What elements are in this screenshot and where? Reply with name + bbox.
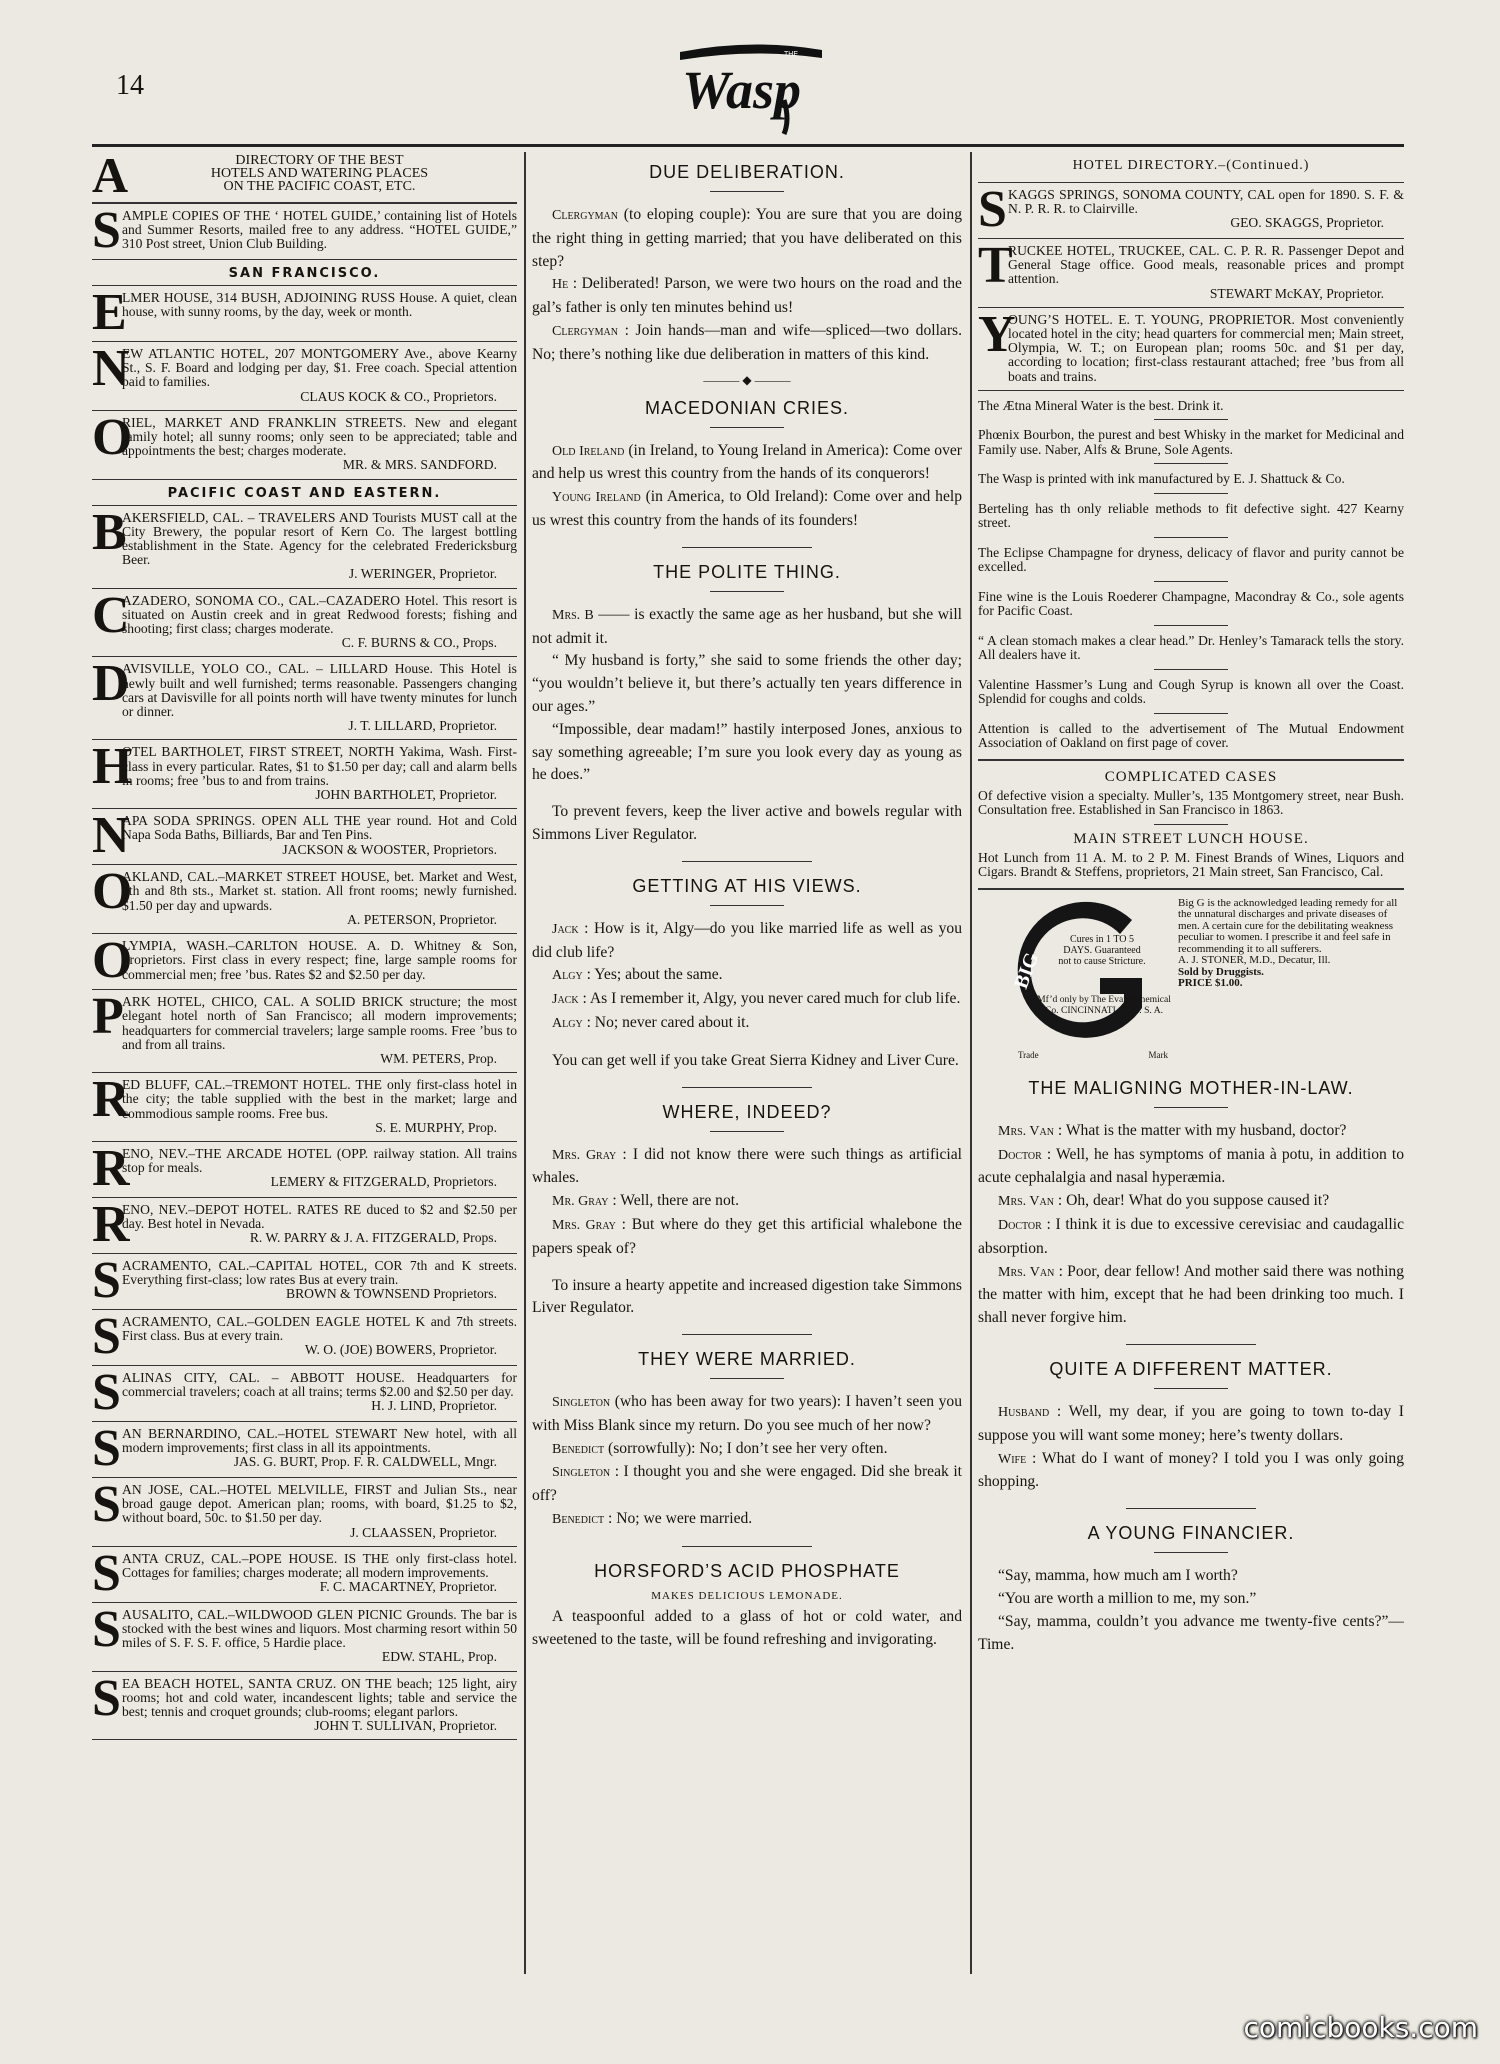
- dialog-line: [532, 1391, 962, 1438]
- listing-text: [122, 870, 517, 927]
- big-g-advert: BIG Cures in 1 TO 5 DAYS. Guaranteed not to cause Stricture. Mf’d only by The Evans Chemical Co. CINCINNATI, O. U. S. A. Big G is the acknowledged leading remedy for all the unnatural discharges and private diseases of men. A certain cure for the debilitating weakness peculiar to women. I prescribe it and feel safe in recommending it to all sufferers. A. J. STONER, M.D., Decatur, Ill. Sold by Druggists. PRICE $1.00. Trade Mark: [978, 898, 1404, 1068]
- dialog-text: (in America, to Old Ireland): Come over and help us wrest this country from the hands of its founders!: [532, 488, 962, 529]
- listing-proprietor: J. CLAASSEN, Proprietor.: [350, 1524, 497, 1540]
- listing-body: House. A quiet, clean house, with sunny rooms, by the day, week or month.: [122, 290, 517, 320]
- listing-body: only first-class hotel in the city; the table supplied with the best in the market; large and commodious sample rooms. Free bus.: [122, 1077, 517, 1121]
- speaker-name: Algy: [552, 1015, 583, 1031]
- speaker-name: Doctor: [998, 1218, 1042, 1234]
- listing-body: beach; 125 light, airy rooms; hot and cold water, incandescent lights; table and service the best; tennis and croquet grounds; club-rooms; elegant parlors.: [122, 1675, 517, 1719]
- listing-proprietor: STEWART McKAY, Proprietor.: [1209, 285, 1384, 301]
- listing-heading: LYMPIA, WASH.–CARLTON HOUSE. A. D.: [122, 938, 404, 954]
- dialog-text: : Yes; about the same.: [586, 966, 723, 984]
- listing-body: year round. Hot and Cold Napa Soda Baths, Billiards, Bar and Ten Pins.: [122, 813, 517, 843]
- complicated-cases-text: Of defective vision a specialty. Muller’s, 135 Montgomery street, near Bush. Consultation free. Established in San Francisco in 1863.: [978, 787, 1404, 818]
- speaker-name: Benedict: [552, 1441, 605, 1457]
- listing-heading: RUCKEE HOTEL, TRUCKEE, CAL. C. P. R.: [1008, 243, 1268, 258]
- hotel-listing: [92, 657, 517, 740]
- listing-heading: OTEL BARTHOLET, FIRST STREET, NORTH: [122, 744, 395, 760]
- drop-initial: S: [92, 202, 121, 259]
- listing-heading: AKERSFIELD, CAL. – TRAVELERS AND: [122, 509, 369, 525]
- listing-heading: ENO, NEV.–DEPOT HOTEL. RATES RE: [122, 1201, 362, 1217]
- listing-proprietor: JACKSON & WOOSTER, Proprietors.: [282, 841, 497, 857]
- hotel-listing: [92, 1195, 517, 1254]
- article-young-financier: [978, 1565, 1404, 1656]
- dialog-line: [532, 964, 962, 988]
- dialog-text: : Poor, dear fellow! And mother said there was nothing the matter with him, except that he had been drinking too much. I shall never forgive him.: [978, 1262, 1404, 1327]
- listing-heading: EW ATLANTIC HOTEL, 207 MONTGOMERY: [122, 346, 399, 361]
- listing-text: [122, 1371, 517, 1415]
- hotel-listing: [978, 183, 1404, 239]
- listing-proprietor: F. C. MACARTNEY, Proprietor.: [319, 1579, 497, 1595]
- drop-initial: S: [92, 1363, 121, 1421]
- dialog-text: : I think it is due to excessive cerevisiac and caudagallic absorption.: [978, 1216, 1404, 1257]
- hotel-listing: [92, 204, 517, 260]
- advert-note: Attention is called to the advertisement of The Mutual Endowment Association of Oakland on first page of cover.: [978, 720, 1404, 751]
- dialog-text: : I thought you and she were engaged. Did she break it off?: [532, 1463, 962, 1505]
- dialog-text: : Oh, dear! What do you suppose caused it?: [1057, 1192, 1330, 1210]
- svg-text:BIG: BIG: [1010, 949, 1044, 992]
- listing-body: open for 1890. S. F. & N. P. R. R. to Clairville.: [1008, 187, 1404, 217]
- drop-initial: S: [92, 1475, 121, 1533]
- listing-text: [122, 416, 517, 473]
- listing-proprietor: JOHN T. SULLIVAN, Proprietor.: [314, 1718, 497, 1734]
- hotel-listing: [978, 239, 1404, 308]
- article-where-indeed: [532, 1144, 962, 1261]
- dialog-line: [978, 1190, 1404, 1214]
- listing-body: Hotel. This resort is situated on Austin creek and in great Redwood forests; fishing and shooting; first class; charges moderate.: [122, 592, 517, 637]
- dialog-line: [532, 719, 962, 787]
- horsford-advert-subtitle: MAKES DELICIOUS LEMONADE.: [651, 1589, 843, 1602]
- dialog-line: [532, 486, 962, 533]
- listing-proprietor: A. PETERSON, Proprietor.: [347, 911, 497, 927]
- listing-proprietor: J. T. LILLARD, Proprietor.: [348, 718, 497, 734]
- listing-body: Ave., above Kearny St., S. F. Board and lodging per day, $1. Free coach. Special attention paid to families.: [122, 346, 517, 390]
- hotel-listing: [92, 586, 517, 658]
- speaker-name: Mrs. Gray: [552, 1217, 616, 1233]
- article-title: QUITE A DIFFERENT MATTER.: [1049, 1359, 1333, 1379]
- dialog-line: “Say, mamma, couldn’t you advance me twenty-five cents?”—Time.: [978, 1612, 1404, 1653]
- article-title: WHERE, INDEED?: [662, 1101, 832, 1122]
- listing-proprietor: EDW. STAHL, Prop.: [381, 1649, 497, 1665]
- drop-initial: H: [92, 738, 133, 796]
- listing-heading: EA BEACH HOTEL, SANTA CRUZ. ON THE: [122, 1675, 392, 1691]
- drop-initial: E: [92, 284, 127, 341]
- listing-body: structure; the most elegant hotel north of San Francisco; all modern improvements; headquarters for commercial travelers; large sample rooms. Free ’bus to and from all trains.: [122, 994, 517, 1052]
- dialog-line: [532, 440, 962, 487]
- listing-text: [122, 347, 517, 404]
- dialog-line: [532, 204, 962, 273]
- advert-note: The Ætna Mineral Water is the best. Drink it.: [978, 397, 1224, 413]
- listing-heading: AN BERNARDINO, CAL.–HOTEL STEWART: [122, 1425, 397, 1441]
- article-macedonian-cries: [532, 440, 962, 533]
- listing-text: [122, 209, 517, 253]
- listing-body: New and elegant family hotel; all sunny rooms; only seen to be appreciated; table and appointments the best; charges moderate.: [122, 414, 517, 459]
- advert-note: The Wasp is printed with ink manufactured by E. J. Shattuck & Co.: [978, 471, 1345, 487]
- listing-heading: ACRAMENTO, CAL.–GOLDEN EAGLE HOTEL: [122, 1313, 410, 1329]
- advert-note: The Eclipse Champagne for dryness, delicacy of flavor and purity cannot be excelled.: [978, 544, 1404, 575]
- hotel-listing: [92, 1669, 517, 1741]
- listing-body: Grounds. The bar is stocked with the best wines and liquors. Most charming resort within 50 miles of S. F. S. F. office, 5 Hardie place.: [122, 1606, 517, 1651]
- dialog-line: [532, 1190, 962, 1214]
- listing-body: Yakima, Wash. First-class in every particular. Rates, $1 to $1.50 per day; call and alarm bells in rooms; free ’bus to and from trains.: [122, 744, 517, 788]
- listing-proprietor: WM. PETERS, Prop.: [380, 1050, 497, 1066]
- listing-proprietor: S. E. MURPHY, Prop.: [375, 1119, 497, 1135]
- advert-note: Phœnix Bourbon, the purest and best Whisky in the market for Medicinal and Family use. Naber, Alfs & Brune, Sole Agents.: [978, 427, 1404, 457]
- listing-heading: LMER HOUSE, 314 BUSH, ADJOINING RUSS: [122, 290, 396, 305]
- article-title: THE MALIGNING MOTHER-IN-LAW.: [1028, 1077, 1354, 1098]
- listing-proprietor: JAS. G. BURT, Prop. F. R. CALDWELL, Mngr.: [233, 1454, 497, 1470]
- listing-heading: ANTA CRUZ, CAL.–POPE HOUSE. IS THE: [122, 1550, 390, 1566]
- listing-text: [1008, 244, 1404, 301]
- dialog-line: [978, 1448, 1404, 1495]
- listing-text: [122, 1315, 517, 1359]
- article-they-were-married: [532, 1391, 962, 1532]
- dialog-text: : What is the matter with my husband, doctor?: [1057, 1121, 1347, 1139]
- dialog-text: : What do I want of money? I told you I was only going shopping.: [978, 1449, 1404, 1491]
- listing-body: House. This Hotel is newly built and well furnished; terms reasonable. Passengers changing cars at Davisville for all points north will have twenty minutes for lunch or dinner.: [122, 661, 517, 720]
- dialog-line: [532, 1508, 962, 1532]
- dialog-line: [978, 1401, 1404, 1448]
- listing-body: K and 7th streets. First class. Bus at every train.: [122, 1313, 517, 1344]
- hotel-listing: [92, 1073, 517, 1142]
- svg-text:Wasp: Wasp: [682, 60, 802, 120]
- listing-text: [122, 1677, 517, 1734]
- hotel-listing: [92, 809, 517, 865]
- drop-initial: S: [92, 1251, 121, 1309]
- dialog-text: : As I remember it, Algy, you never cared much for club life.: [582, 990, 961, 1008]
- speaker-name: Old Ireland: [552, 443, 625, 459]
- horsford-advert-title: HORSFORD’S ACID PHOSPHATE: [594, 1560, 900, 1581]
- listing-proprietor: CLAUS KOCK & CO., Proprietors.: [300, 388, 497, 404]
- short-divider: [1154, 463, 1228, 464]
- listing-heading: ACRAMENTO, CAL.–CAPITAL HOTEL, COR: [122, 1257, 403, 1273]
- dialog-text: (in Ireland, to Young Ireland in America): Come over and help us wrest this country from the hands of its conquerors!: [532, 441, 962, 483]
- drop-initial: O: [92, 932, 133, 990]
- dialog-line: “You are worth a million to me, my son.”: [998, 1589, 1257, 1607]
- short-divider: [1154, 669, 1228, 670]
- drop-initial: Y: [978, 305, 1016, 363]
- dialog-line: [532, 1214, 962, 1261]
- drop-initial: R: [92, 1071, 130, 1129]
- short-divider: [1154, 419, 1228, 420]
- hotel-listing: [92, 1419, 517, 1478]
- short-divider: [1154, 493, 1228, 494]
- listing-heading: APA SODA SPRINGS. OPEN ALL THE: [122, 813, 361, 829]
- dialog-text: —— is exactly the same age as her husband, but she will not admit it.: [532, 605, 962, 647]
- hotel-listing: [92, 1307, 517, 1366]
- speaker-name: Husband: [998, 1405, 1050, 1420]
- dialog-line: [532, 1012, 962, 1036]
- hotel-listing: [92, 1544, 517, 1603]
- listing-body: bet. Market and West, 7th and 8th sts., Market st. station. All front rooms; newly furnished. $1.50 per day and upwards.: [122, 869, 517, 913]
- listing-text: [122, 291, 517, 335]
- hotel-listing: [92, 934, 517, 990]
- listing-proprietor: J. WERINGER, Proprietor.: [348, 566, 497, 582]
- listing-heading: AZADERO, SONOMA CO., CAL.–CAZADERO: [122, 592, 401, 608]
- drop-initial: O: [92, 408, 133, 466]
- listing-text: [122, 1078, 517, 1135]
- dialog-text: : No; never cared about it.: [586, 1013, 750, 1031]
- listing-text: [122, 939, 517, 983]
- speaker-name: Jack: [552, 992, 579, 1008]
- dialog-text: “Impossible, dear madam!” hastily interposed Jones, anxious to say something agreeable; I’m sure you look every day as young as he does.”: [532, 720, 962, 784]
- section-header-pacific-coast: PACIFIC COAST AND EASTERN.: [92, 480, 517, 506]
- drop-initial: N: [92, 807, 130, 865]
- advert-line: To insure a hearty appetite and increased digestion take Simmons Liver Regulator.: [532, 1276, 962, 1317]
- svg-text:THE: THE: [784, 51, 798, 58]
- hotel-listing: [92, 865, 517, 934]
- article-title: THEY WERE MARRIED.: [638, 1349, 856, 1370]
- speaker-name: Mrs. Van: [998, 1123, 1054, 1139]
- speaker-name: Algy: [552, 968, 583, 984]
- top-rule: [92, 144, 1404, 147]
- dialog-text: : Join hands—man and wife—spliced—two dollars. No; there’s nothing like due deliberation in matters of this kind.: [532, 321, 962, 363]
- short-divider: [1154, 581, 1228, 582]
- dialog-text: “ My husband is forty,” she said to some friends the other day; “you wouldn’t believe it, but there’s actually ten years difference in our ages.”: [532, 652, 962, 715]
- article-title: DUE DELIBERATION.: [649, 162, 845, 182]
- drop-initial: S: [92, 1600, 121, 1658]
- article-title: THE POLITE THING.: [653, 561, 841, 582]
- page-number: 14: [116, 70, 144, 101]
- hotel-listing: [92, 408, 517, 480]
- speaker-name: Clergyman: [552, 323, 619, 339]
- speaker-name: Jack: [552, 921, 579, 937]
- listing-proprietor: W. O. (JOE) BOWERS, Proprietor.: [304, 1342, 497, 1358]
- hotel-listing: [92, 1475, 517, 1547]
- listing-text: [122, 662, 517, 733]
- listing-body: Headquarters for commercial travelers; coach at all trains; terms $2.00 and $2.50 per day.: [122, 1369, 517, 1400]
- listing-text: [122, 1552, 517, 1596]
- listing-proprietor: GEO. SKAGGS, Proprietor.: [1230, 215, 1384, 231]
- speaker-name: Clergyman: [552, 208, 619, 223]
- drop-initial: S: [92, 1544, 121, 1602]
- listing-heading: ARK HOTEL, CHICO, CAL. A SOLID BRICK: [122, 994, 404, 1010]
- dialog-line: [978, 1214, 1404, 1261]
- drop-initial: R: [92, 1195, 130, 1253]
- dialog-line: [532, 918, 962, 965]
- article-title: A YOUNG FINANCIER.: [1087, 1523, 1295, 1544]
- wasp-masthead-logo: [672, 38, 832, 138]
- speaker-name: Doctor: [998, 1147, 1042, 1163]
- listing-body: Tourists MUST call at the City Brewery, the popular resort of Kern Co. The largest bottling establishment in the State. Agency for the celebrated Fredericksburg Beer.: [122, 509, 517, 568]
- dialog-line: [978, 1144, 1404, 1191]
- column-divider: [970, 152, 972, 1974]
- speaker-name: Mr. Gray: [552, 1194, 609, 1210]
- hotel-listing: [92, 1139, 517, 1198]
- short-divider: [1154, 713, 1228, 714]
- listing-proprietor: C. F. BURNS & CO., Props.: [341, 635, 497, 651]
- drop-initial: S: [92, 1669, 121, 1727]
- listing-body: and Julian Sts., near broad gauge depot. American plan; rooms, with board, $1.25 to $2, without board, 50c. to $1.50 per day.: [122, 1481, 517, 1526]
- listing-heading: KAGGS SPRINGS, SONOMA COUNTY, CAL: [1008, 187, 1275, 202]
- listing-text: [1008, 313, 1404, 384]
- humor-column: [532, 152, 962, 1974]
- drop-initial: O: [92, 863, 133, 921]
- hotel-listing: [92, 286, 517, 342]
- listing-heading: ENO, NEV.–THE ARCADE HOTEL (OPP.: [122, 1145, 369, 1161]
- hotel-listing: [92, 503, 517, 589]
- dialog-text: (to eloping couple): You are sure that you are doing the right thing in getting married; that you have deliberated on this step?: [532, 206, 962, 270]
- speaker-name: Mrs. B: [552, 607, 594, 623]
- ornament-divider: ——— ◆ ———: [703, 372, 791, 387]
- listing-text: [122, 1259, 517, 1303]
- hotel-listing: [92, 1363, 517, 1422]
- listing-text: [122, 1483, 517, 1540]
- listing-heading: AN JOSE, CAL.–HOTEL MELVILLE, FIRST: [122, 1481, 392, 1497]
- drop-initial: S: [92, 1307, 121, 1365]
- listing-text: [122, 814, 517, 858]
- dialog-text: : I did not know there were such things as artificial whales.: [532, 1145, 962, 1187]
- directory-continued-header: HOTEL DIRECTORY.–(Continued.): [978, 152, 1404, 183]
- listing-heading: AVISVILLE, YOLO CO., CAL. – LILLARD: [122, 661, 388, 677]
- advert-note: Fine wine is the Louis Roederer Champagne, Macondray & Co., sole agents for Pacific Coast.: [978, 588, 1404, 619]
- dialog-text: : How is it, Algy—do you like married life as well as you did club life?: [532, 919, 962, 961]
- speaker-name: Singleton: [552, 1395, 611, 1411]
- hotel-listing: [92, 342, 517, 411]
- complicated-cases-title: COMPLICATED CASES: [1104, 768, 1278, 785]
- horsford-advert-text: A teaspoonful added to a glass of hot or cold water, and sweetened to the taste, will be found refreshing and invigorating.: [532, 1607, 962, 1648]
- article-quite-a-different-matter: [978, 1401, 1404, 1494]
- speaker-name: Singleton: [552, 1465, 611, 1481]
- drop-initial: T: [978, 237, 1013, 294]
- listing-body: only first-class hotel. Cottages for families; charges moderate; all modern improvements.: [122, 1550, 517, 1580]
- listing-text: [1008, 188, 1404, 232]
- directory-continued-column: [978, 152, 1404, 1974]
- section-header-san-francisco: SAN FRANCISCO.: [92, 260, 517, 286]
- listing-proprietor: LEMERY & FITZGERALD, Proprietors.: [270, 1174, 497, 1190]
- listing-body: Whitney & Son, Proprietors. First class in every respect; fine, large sample rooms for commercial men; free ’bus. Rates $2 and $2.50 per day.: [122, 938, 517, 982]
- listing-text: [122, 995, 517, 1066]
- listing-heading: AMPLE COPIES OF THE ‘ HOTEL GUIDE,’: [122, 208, 381, 223]
- drop-initial: B: [92, 503, 127, 561]
- listing-text: [122, 594, 517, 651]
- site-watermark: comicbooks.com: [1243, 2011, 1478, 2044]
- listing-heading: AUSALITO, CAL.–WILDWOOD GLEN PICNIC: [122, 1606, 403, 1622]
- drop-initial: S: [978, 181, 1007, 238]
- speaker-name: Mrs. Van: [998, 1264, 1055, 1280]
- advert-note: Valentine Hassmer’s Lung and Cough Syrup is known all over the Coast. Splendid for coughs and colds.: [978, 676, 1404, 707]
- dialog-text: : Well, there are not.: [612, 1192, 739, 1210]
- dialog-text: : Well, my dear, if you are going to town to-day I suppose you will want some money; here’s twenty dollars.: [978, 1403, 1404, 1444]
- speaker-name: Mrs. Van: [998, 1194, 1054, 1210]
- speaker-name: Mrs. Gray: [552, 1147, 617, 1163]
- listing-text: [122, 745, 517, 802]
- dialog-line: “Say, mamma, how much am I worth?: [998, 1567, 1238, 1585]
- dialog-line: [532, 273, 962, 320]
- drop-initial: N: [92, 340, 130, 397]
- listing-body: railway station. All trains stop for meals.: [122, 1145, 517, 1176]
- drop-initial: P: [92, 988, 124, 1046]
- directory-intro: A DIRECTORY OF THE BEST HOTELS AND WATERING PLACES ON THE PACIFIC COAST, ETC.: [92, 152, 517, 204]
- listing-heading: ED BLUFF, CAL.–TREMONT HOTEL. THE: [122, 1077, 382, 1093]
- speaker-name: Young Ireland: [552, 490, 641, 506]
- hotel-listing: [92, 1251, 517, 1310]
- advert-line: To prevent fevers, keep the liver active and bowels regular with Simmons Liver Regulator.: [532, 803, 962, 843]
- advert-note: Berteling has th only reliable methods to fit defective sight. 427 Kearny street.: [978, 500, 1404, 531]
- dialog-line: [532, 988, 962, 1012]
- listing-heading: OUNG’S HOTEL. E. T. YOUNG, PROPRIETOR.: [1008, 311, 1295, 327]
- listing-body: duced to $2 and $2.50 per day. Best hotel in Nevada.: [122, 1201, 517, 1232]
- advert-line: You can get well if you take Great Sierra Kidney and Liver Cure.: [552, 1051, 959, 1069]
- listing-text: [122, 1427, 517, 1471]
- listing-body: 7th and K streets. Everything first-class; low rates Bus at every train.: [122, 1257, 517, 1288]
- hotel-listing: [92, 990, 517, 1073]
- listing-text: [122, 1608, 517, 1665]
- listing-heading: AKLAND, CAL.–MARKET STREET HOUSE,: [122, 869, 390, 885]
- hotel-listing: [92, 1600, 517, 1672]
- listing-body: containing list of Hotels and Summer Resorts, mailed free to any address. “HOTEL GUIDE,” 310 Post street, Union Club Building.: [122, 208, 517, 252]
- listing-body: Most conveniently located hotel in the city; head quarters for commercial men; Main street, Olympia, W. T.; on European plan; rooms 50c. and $1 per day, according to location; first-class restaurant attached; free ’bus from all boats and trains.: [1008, 311, 1404, 384]
- speaker-name: Benedict: [552, 1512, 605, 1528]
- listing-proprietor: MR. & MRS. SANDFORD.: [342, 457, 497, 473]
- short-divider: [1154, 625, 1228, 626]
- dialog-line: [978, 1261, 1404, 1330]
- hotel-listing: [92, 740, 517, 809]
- dialog-text: : But where do they get this artificial whalebone the papers speak of?: [532, 1215, 962, 1257]
- column-divider: [524, 152, 526, 1974]
- dialog-text: (sorrowfully): No; I don’t see her very often.: [608, 1439, 888, 1457]
- drop-initial: S: [92, 1419, 121, 1477]
- dialog-line: [532, 320, 962, 367]
- listing-text: [122, 1203, 517, 1247]
- lunch-house-text: Hot Lunch from 11 A. M. to 2 P. M. Finest Brands of Wines, Liquors and Cigars. Brandt & Steffens, proprietors, 21 Main street, San Francisco, Cal.: [978, 849, 1404, 880]
- listing-proprietor: H. J. LIND, Proprietor.: [371, 1398, 497, 1414]
- dialog-line: [532, 1438, 962, 1462]
- dialog-line: [532, 604, 962, 651]
- listing-proprietor: R. W. PARRY & J. A. FITZGERALD, Props.: [249, 1230, 497, 1246]
- speaker-name: He: [552, 277, 569, 293]
- listing-proprietor: JOHN BARTHOLET, Proprietor.: [315, 787, 497, 803]
- hotel-listing: [978, 305, 1404, 391]
- listing-heading: RIEL, MARKET AND FRANKLIN STREETS.: [122, 414, 407, 430]
- dialog-line: [532, 1461, 962, 1508]
- dialog-line: [978, 1120, 1404, 1144]
- listing-proprietor: BROWN & TOWNSEND Proprietors.: [286, 1286, 497, 1302]
- drop-initial: D: [92, 655, 130, 713]
- article-getting-at-his-views: [532, 918, 962, 1036]
- dialog-line: [532, 650, 962, 718]
- dialog-text: : No; we were married.: [608, 1510, 753, 1528]
- article-title: MACEDONIAN CRIES.: [644, 397, 850, 418]
- dialog-text: : Well, he has symptoms of mania à potu, in addition to acute cephalalgia and nasal hyperæmia.: [978, 1145, 1404, 1187]
- speaker-name: Wife: [998, 1451, 1027, 1467]
- article-maligning-mother-in-law: [978, 1120, 1404, 1330]
- listing-body: R. Passenger Depot and General Stage office. Good meals, reasonable prices and prompt attention.: [1008, 243, 1404, 287]
- big-g-logo: [982, 898, 1182, 1048]
- article-title: GETTING AT HIS VIEWS.: [632, 875, 862, 896]
- listing-text: [122, 511, 517, 582]
- drop-initial: R: [92, 1139, 130, 1197]
- article-polite-thing: [532, 604, 962, 787]
- dialog-text: (who has been away for two years): I haven’t seen you with Miss Blank since my return. Do you see much of her now?: [532, 1393, 962, 1434]
- dialog-text: : Deliberated! Parson, we were two hours on the road and the gal’s father is only ten minutes behind us!: [532, 275, 962, 317]
- advert-note: “ A clean stomach makes a clear head.” Dr. Henley’s Tamarack tells the story. All dealers have it.: [978, 632, 1404, 663]
- lunch-house-title: MAIN STREET LUNCH HOUSE.: [1073, 830, 1309, 847]
- listing-body: New hotel, with all modern improvements; first class in all its appointments.: [122, 1425, 517, 1456]
- listing-text: [122, 1147, 517, 1191]
- article-due-deliberation: [532, 204, 962, 367]
- dialog-line: [532, 1144, 962, 1191]
- listing-heading: ALINAS CITY, CAL. – ABBOTT HOUSE.: [122, 1369, 405, 1385]
- short-divider: [1154, 537, 1228, 538]
- hotel-directory-column: [92, 152, 517, 1974]
- drop-initial: C: [92, 586, 130, 644]
